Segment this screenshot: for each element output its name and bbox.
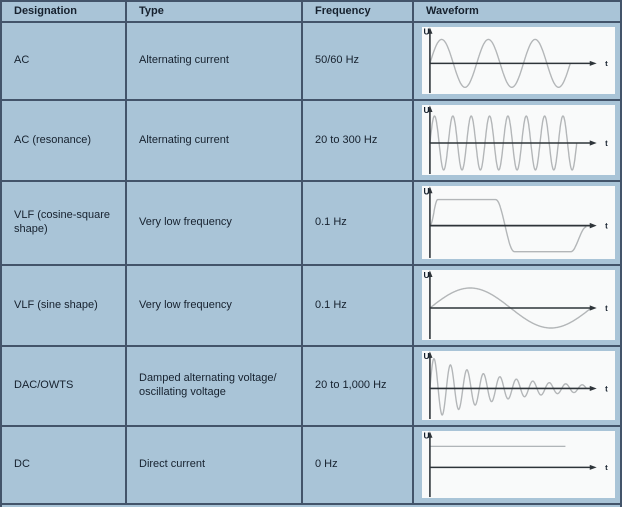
voltage-axis-label: U <box>423 351 430 361</box>
designation-cell: AC <box>2 23 127 101</box>
time-axis-label: t <box>605 138 608 149</box>
waveform-panel <box>422 105 615 175</box>
time-axis-label: t <box>605 384 608 394</box>
type-cell: Alternating current <box>127 101 303 182</box>
designation-cell: VLF (cosine-square shape) <box>2 182 127 266</box>
waveform-diagram-resonance-sine <box>422 105 615 175</box>
waveform-panel <box>422 351 615 420</box>
waveform-diagram-slow-sine <box>422 270 615 340</box>
type-cell: Direct current <box>127 427 303 505</box>
type-cell: Damped alternating voltage/ oscillating voltage <box>127 347 303 427</box>
time-axis-arrow <box>590 223 597 228</box>
waveform-cell <box>414 101 620 182</box>
time-axis-label: t <box>605 221 608 231</box>
time-axis-label: t <box>605 59 608 69</box>
waveform-diagram-sine <box>422 27 615 94</box>
waveform-diagram-damped-oscillation <box>422 351 615 420</box>
time-axis-arrow <box>590 61 597 66</box>
time-axis-arrow <box>590 386 597 391</box>
header-cell-designation: Designation <box>2 2 127 23</box>
voltage-axis-label: U <box>423 186 430 197</box>
time-axis-arrow <box>590 305 597 310</box>
frequency-cell: 0.1 Hz <box>303 266 414 347</box>
waveform-cell <box>414 23 620 101</box>
waveform-cell <box>414 347 620 427</box>
time-axis-label: t <box>605 303 608 314</box>
header-cell-frequency: Frequency <box>303 2 414 23</box>
frequency-cell: 50/60 Hz <box>303 23 414 101</box>
designation-cell: VLF (sine shape) <box>2 266 127 347</box>
type-cell: Alternating current <box>127 23 303 101</box>
waveform-panel <box>422 27 615 94</box>
designation-cell: DC <box>2 427 127 505</box>
voltage-axis-label: U <box>423 270 430 281</box>
time-axis-arrow <box>590 465 597 470</box>
designation-cell: AC (resonance) <box>2 101 127 182</box>
waveform-cell <box>414 182 620 266</box>
frequency-cell: 20 to 300 Hz <box>303 101 414 182</box>
header-cell-type: Type <box>127 2 303 23</box>
type-cell: Very low frequency <box>127 182 303 266</box>
time-axis-label: t <box>605 463 608 473</box>
frequency-cell: 0.1 Hz <box>303 182 414 266</box>
waveform-diagram-cosine-square <box>422 186 615 259</box>
designation-cell: DAC/OWTS <box>2 347 127 427</box>
waveform-diagram-dc-line <box>422 431 615 498</box>
type-cell: Very low frequency <box>127 266 303 347</box>
wave-curve <box>430 359 586 415</box>
voltage-axis-label: U <box>423 105 430 116</box>
time-axis-arrow <box>590 140 597 145</box>
waveform-panel <box>422 431 615 498</box>
frequency-cell: 0 Hz <box>303 427 414 505</box>
header-cell-waveform: Waveform <box>414 2 620 23</box>
voltage-axis-label: U <box>423 431 430 441</box>
waveform-cell <box>414 427 620 505</box>
waveform-panel <box>422 186 615 259</box>
waveform-cell <box>414 266 620 347</box>
frequency-cell: 20 to 1,000 Hz <box>303 347 414 427</box>
waveform-panel <box>422 270 615 340</box>
voltage-axis-label: U <box>423 27 430 37</box>
